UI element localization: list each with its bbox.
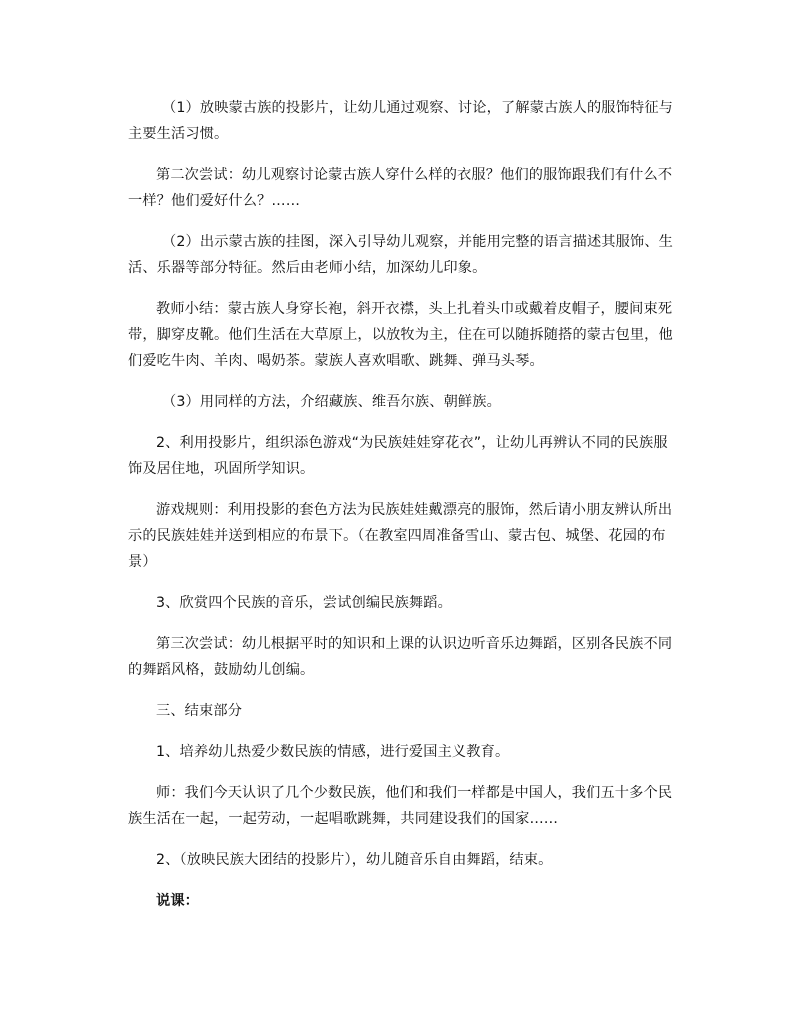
paragraph-game-rules: 游戏规则：利用投影的套色方法为民族娃娃戴漂亮的服饰，然后请小朋友辨认所出示的民族娃娃并送到相应的布景下。（在教室四周准备雪山、蒙古包、城堡、花园的布景） <box>128 502 673 570</box>
paragraph-teacher-speech: 师：我们今天认识了几个少数民族，他们和我们一样都是中国人，我们五十多个民族生活在一起，一起劳动，一起唱歌跳舞，共同建设我们的国家…… <box>128 785 673 827</box>
paragraph-music-appreciation: 3、欣赏四个民族的音乐，尝试创编民族舞蹈。 <box>156 595 452 611</box>
document-body <box>128 95 676 929</box>
paragraph-coloring-game: 2、利用投影片，组织添色游戏“为民族娃娃穿花衣”，让幼儿再辨认不同的民族服饰及居住地，巩固所学知识。 <box>128 435 668 477</box>
paragraph-other-ethnicities: （3）用同样的方法，介绍藏族、维吾尔族、朝鲜族。 <box>162 394 501 410</box>
paragraph-free-dance: 2、（放映民族大团结的投影片），幼儿随音乐自由舞蹈，结束。 <box>156 852 553 868</box>
section-heading-lecture: 说课： <box>156 893 200 909</box>
paragraph-teacher-summary: 教师小结：蒙古族人身穿长袍，斜开衣襟，头上扎着头巾或戴着皮帽子，腰间束死带，脚穿皮靴。他们生活在大草原上，以放牧为主，住在可以随拆随搭的蒙古包里，他们爱吃牛肉、羊肉、喝奶茶。蒙族人喜欢唱歌、跳舞、弹马头琴。 <box>128 301 673 369</box>
section-heading-ending: 三、结束部分 <box>156 703 243 719</box>
paragraph-third-attempt: 第三次尝试：幼儿根据平时的知识和上课的认识边听音乐边舞蹈，区别各民族不同的舞蹈风格，鼓励幼儿创编。 <box>128 636 673 678</box>
paragraph-mongol-projection: （1）放映蒙古族的投影片，让幼儿通过观察、讨论，了解蒙古族人的服饰特征与主要生活习惯。 <box>128 100 673 142</box>
paragraph-second-attempt: 第二次尝试：幼儿观察讨论蒙古族人穿什么样的衣服？他们的服饰跟我们有什么不一样？他们爱好什么？…… <box>128 167 673 209</box>
paragraph-mongol-wallchart: （2）出示蒙古族的挂图，深入引导幼儿观察，并能用完整的语言描述其服饰、生活、乐器等部分特征。然后由老师小结，加深幼儿印象。 <box>128 234 673 276</box>
paragraph-patriotic-education: 1、培养幼儿热爱少数民族的情感，进行爱国主义教育。 <box>156 744 510 760</box>
